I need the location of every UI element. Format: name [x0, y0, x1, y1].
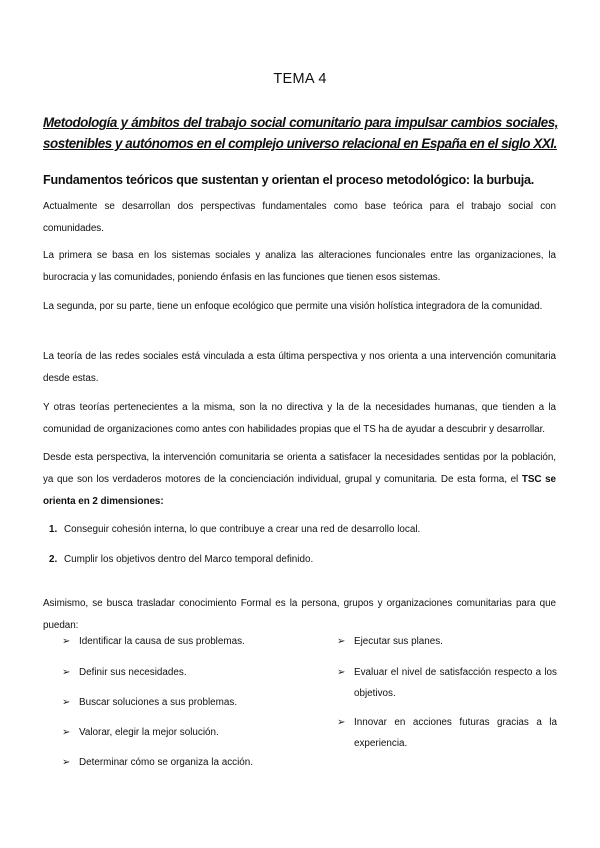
bullet-text: Identificar la causa de sus problemas.	[79, 636, 245, 647]
bullet-text: Valorar, elegir la mejor solución.	[79, 727, 219, 738]
item-text: Cumplir los objetivos dentro del Marco temporal definido.	[64, 554, 314, 565]
bullet-text: Evaluar el nivel de satisfacción respecto a los objetivos.	[354, 667, 557, 699]
paragraph-6	[43, 447, 556, 513]
paragraph-6-text: Desde esta perspectiva, la intervención comunitaria se orienta a satisfacer la necesidades sentidas por la población, ya que son los verdaderos motores de la concienciación individual, grupal y comunitaria. De esta forma, el	[43, 452, 556, 485]
bullet-text: Determinar cómo se organiza la acción.	[79, 757, 253, 768]
item-number: 2.	[49, 554, 58, 565]
arrow-bullet-icon: ➢	[337, 717, 346, 728]
numbered-item	[49, 554, 313, 565]
arrow-bullet-icon: ➢	[337, 667, 346, 678]
paragraph-5: Y otras teorías pertenecientes a la misma, son la no directiva y la de la necesidades humanas, que tienden a la comunidad de organizaciones como antes con habilidades propias que el TS ha de ayudar a descubrir y desarrollar.	[43, 402, 556, 435]
paragraph-7: Asimismo, se busca trasladar conocimiento Formal es la persona, grupos y organizaciones comunitarias para que puedan:	[43, 598, 556, 631]
bullet-text: Ejecutar sus planes.	[354, 636, 443, 647]
item-number: 1.	[49, 524, 58, 535]
arrow-bullet-icon: ➢	[62, 636, 71, 647]
topic-number: TEMA 4	[273, 71, 327, 87]
paragraph-6-colon: :	[160, 496, 164, 507]
bullet-text: Buscar soluciones a sus problemas.	[79, 697, 238, 708]
paragraph-4: La teoría de las redes sociales está vinculada a esta última perspectiva y nos orienta a una intervención comunitaria desde estas.	[43, 351, 556, 384]
section-heading: Fundamentos teóricos que sustentan y orientan el proceso metodológico: la burbuja.	[43, 173, 535, 187]
paragraph-6-bold: TSC se orienta en 2 dimensiones	[43, 474, 556, 507]
arrow-bullet-icon: ➢	[62, 667, 71, 678]
numbered-item	[49, 524, 420, 535]
paragraph-3: La segunda, por su parte, tiene un enfoque ecológico que permite una visión holística integradora de la comunidad.	[43, 301, 543, 312]
bullet-text: Definir sus necesidades.	[79, 667, 187, 678]
item-text: Conseguir cohesión interna, lo que contribuye a crear una red de desarrollo local.	[64, 524, 421, 535]
paragraph-2: La primera se basa en los sistemas sociales y analiza las alteraciones funcionales entre las organizaciones, la burocracia y las comunidades, poniendo énfasis en las funciones que tienen esos sistemas.	[43, 250, 556, 283]
arrow-bullet-icon: ➢	[62, 697, 71, 708]
arrow-bullet-icon: ➢	[62, 757, 71, 768]
paragraph-1: Actualmente se desarrollan dos perspectivas fundamentales como base teórica para el trabajo social con comunidades.	[43, 201, 556, 234]
bullet-text: Innovar en acciones futuras gracias a la experiencia.	[354, 717, 557, 749]
document-title: Metodología y ámbitos del trabajo social comunitario para impulsar cambios sociales, sostenibles y autónomos en el complejo universo relacional en España en el siglo XXI.	[43, 115, 558, 151]
arrow-bullet-icon: ➢	[62, 727, 71, 738]
arrow-bullet-icon: ➢	[337, 636, 346, 647]
